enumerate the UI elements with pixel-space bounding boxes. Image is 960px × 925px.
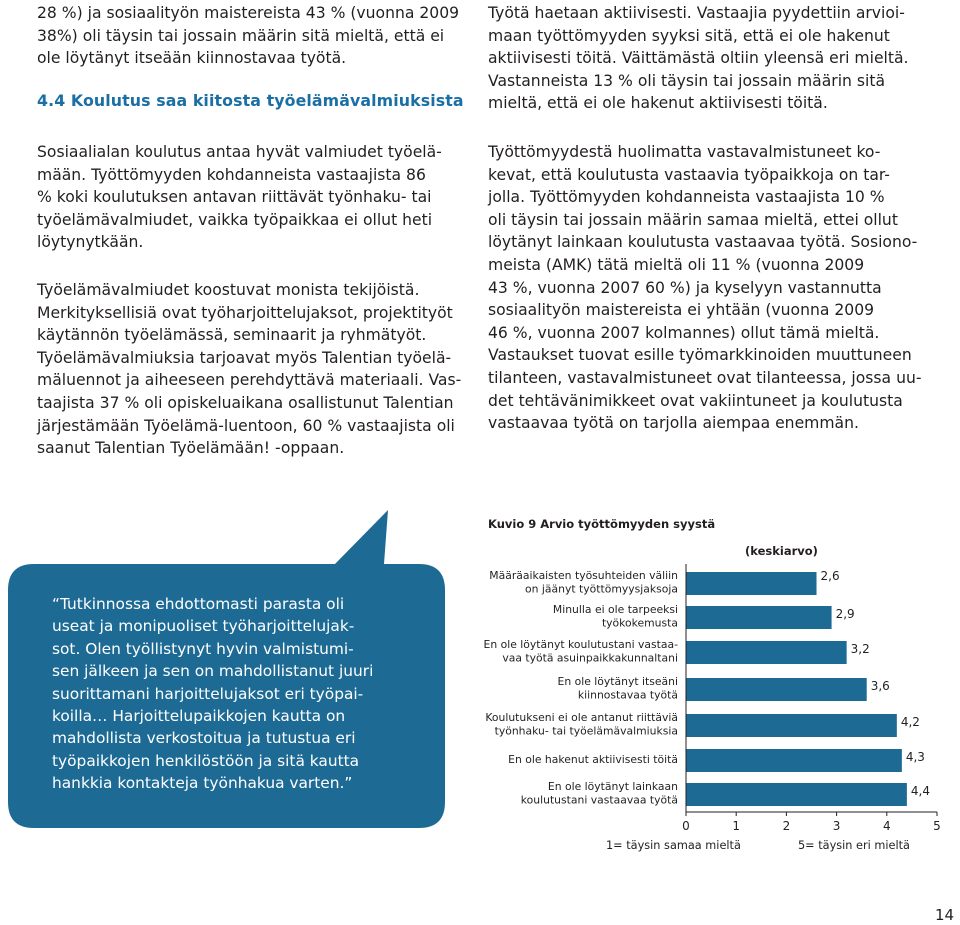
text-line: Merkityksellisiä ovat työharjoittelujaksot, projektityöt [37,303,453,322]
text-line: Työelämävalmiudet koostuvat monista tekijöistä. [37,281,420,299]
text-line: vastaavaa työtä on tarjolla aiempaa enemmän. [488,414,859,433]
text-line: mäluennot ja aiheeseen perehdyttävä materiaali. Vas- [37,371,462,390]
chart-subtitle: (keskiarvo) [745,544,818,558]
text-line: jolla. Työttömyyden kohdanneista vastaajista 10 % [488,188,885,207]
bar [686,606,832,629]
text-line: järjestämään Työelämä-luentoon, 60 % vastaajista oli [37,416,455,435]
quote-line: “Tutkinnossa ehdottomasti parasta oli [52,595,345,613]
right-paragraph-1 [488,2,928,115]
x-tick-label: 5 [933,819,941,833]
quote-line: työpaikkojen henkilöstöön ja sitä kautta [52,751,360,770]
left-column-intro [37,2,477,70]
category-label: on jäänyt työttömyysjaksoja [525,582,678,596]
chart-title: Kuvio 9 Arvio työttömyyden syystä [488,517,716,531]
bar-value-label: 3,6 [870,679,890,693]
text-line: käytännön työelämässä, seminaarit ja ryhmätyöt. [37,326,427,345]
text-line: mieltä, että ei ole hakenut aktiivisesti töitä. [488,94,828,113]
text-line: Työttömyydestä huolimatta vastavalmistuneet ko- [488,143,881,161]
bar-value-label: 4,4 [910,784,930,798]
scale-left-label: 1= täysin samaa mieltä [606,839,741,852]
page-number: 14 [935,906,955,924]
text-line: taajista 37 % oli opiskeluaikana osallistunut Talentian [37,393,454,412]
quote-text [52,593,392,795]
category-label: En ole hakenut aktiivisesti töitä [508,753,678,766]
bar [686,641,847,664]
bar-value-label: 4,2 [900,715,920,729]
text-line: 46 %, vuonna 2007 kolmannes) ollut tämä mieltä. [488,323,880,342]
text-line: työelämävalmiudet, vaikka työpaikkaa ei ollut heti [37,210,433,229]
text-line: meista (AMK) tätä mieltä oli 11 % (vuonna 2009 [488,255,865,274]
text-line: sosiaalityön maistereista ei yhtään (vuonna 2009 [488,301,875,320]
bar-chart [478,512,958,857]
quote-line: koilla… Harjoittelupaikkojen kautta on [52,707,346,726]
text-line: oli täysin tai jossain määrin samaa mieltä, ettei ollut [488,210,898,229]
x-tick-label: 2 [782,819,791,833]
x-tick-label: 1 [732,819,741,833]
quote-line: hankkia kontakteja työnhakua varten.” [52,774,353,793]
category-label: Minulla ei ole tarpeeksi [552,603,678,616]
quote-line: mahdollista verkostoitua ja tutustua eri [52,729,356,748]
text-line: saanut Talentian Työelämään! -oppaan. [37,439,345,458]
quote-line: suorittamani harjoittelujaksot eri työpai- [52,684,364,703]
text-line: 28 %) ja sosiaalityön maistereista 43 % (vuonna 2009 [37,4,460,22]
text-line: Työtä haetaan aktiivisesti. Vastaajia pyydettiin arvioi- [488,4,905,22]
bar [686,678,867,701]
text-line: Vastaukset tuovat esille työmarkkinoiden muuttuneen [488,346,912,365]
quote-line: useat ja monipuoliset työharjoittelujak- [52,617,355,636]
category-label: En ole löytänyt itseäni [557,675,678,688]
category-label: työnhaku- tai työelämävalmiuksia [494,724,678,738]
text-line: 38%) oli täysin tai jossain määrin sitä mieltä, että ei [37,26,445,45]
scale-right-label: 5= täysin eri mieltä [798,839,910,852]
bar-value-label: 2,9 [835,607,855,621]
bar-value-label: 2,6 [820,569,840,583]
text-line: Vastanneista 13 % oli täysin tai jossain määrin sitä [488,71,886,90]
bar [686,783,907,806]
category-label: Määräaikaisten työsuhteiden väliin [489,569,678,582]
category-label: kiinnostavaa työtä [577,688,678,702]
text-line: mään. Työttömyyden kohdanneista vastaajista 86 [37,165,426,184]
quote-line: sot. Olen työllistynyt hyvin valmistumi- [52,639,354,658]
x-tick-label: 0 [682,819,690,833]
left-paragraph-2 [37,279,477,460]
category-label: vaa työtä asuinpaikkakunnaltani [502,651,678,665]
text-line: det tehtävänimikkeet ovat vakiintuneet ja koulutusta [488,391,903,410]
left-paragraph-1 [37,141,477,254]
text-line: 43 %, vuonna 2007 60 %) ja kyselyyn vastannutta [488,278,882,297]
category-label: En ole löytänyt koulutustani vastaa- [483,638,678,651]
text-line: % koki koulutuksen antavan riittävät työnhaku- tai [37,188,432,207]
category-label: Koulutukseni ei ole antanut riittäviä [485,711,678,724]
category-label: työkokemusta [601,616,678,630]
bar [686,714,897,737]
category-label: En ole löytänyt lainkaan [547,780,678,793]
section-heading: 4.4 Koulutus saa kiitosta työelämävalmiuksista [37,91,464,110]
bar-value-label: 3,2 [850,642,870,656]
text-line: Työelämävalmiuksia tarjoavat myös Talentian työelä- [37,348,452,367]
bar-value-label: 4,3 [905,750,925,764]
text-line: kevat, että koulutusta vastaavia työpaikkoja on tar- [488,165,890,184]
bar [686,572,817,595]
text-line: maan työttömyyden syyksi sitä, että ei ole hakenut [488,26,890,45]
category-label: koulutustani vastaavaa työtä [520,793,678,807]
x-tick-label: 3 [832,819,841,833]
x-tick-label: 4 [882,819,891,833]
text-line: aktiivisesti töitä. Väittämästä oltiin yleensä eri mieltä. [488,49,909,68]
bar [686,749,902,772]
quote-line: sen jälkeen ja sen on mahdollistanut juuri [52,662,374,681]
text-line: Sosiaalialan koulutus antaa hyvät valmiudet työelä- [37,143,442,161]
text-line: löytynytkään. [37,233,144,252]
text-line: löytänyt lainkaan koulutusta vastaavaa työtä. Sosiono- [488,233,918,252]
right-paragraph-2 [488,141,928,435]
text-line: ole löytänyt itseään kiinnostavaa työtä. [37,49,347,68]
text-line: tilanteen, vastavalmistuneet ovat tilanteessa, jossa uu- [488,368,922,387]
